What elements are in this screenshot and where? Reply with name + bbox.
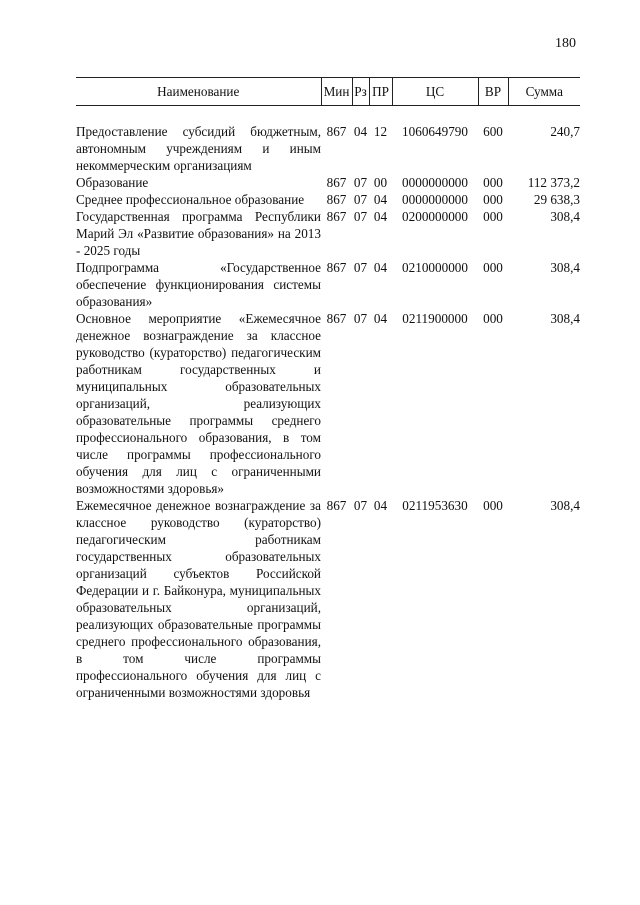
header-min: Мин (321, 78, 352, 106)
row-cs: 1060649790 (402, 124, 468, 139)
row-rz: 07 (353, 311, 368, 326)
row-pr: 04 (373, 260, 388, 275)
row-pr: 04 (373, 498, 388, 513)
table-header (76, 78, 580, 106)
row-pr: 04 (373, 192, 388, 207)
spacer-row (76, 106, 580, 124)
row-pr: 12 (373, 124, 388, 139)
row-vr: 000 (483, 498, 503, 513)
header-name: Наименование (76, 78, 321, 106)
row-rz: 07 (353, 498, 368, 513)
row-rz: 07 (353, 175, 368, 190)
row-cs: 0211953630 (402, 498, 468, 513)
row-vr: 600 (483, 124, 503, 139)
row-min: 867 (326, 260, 347, 275)
row-rz: 07 (353, 260, 368, 275)
row-min: 867 (326, 124, 347, 139)
row-vr: 000 (483, 175, 503, 190)
row-pr: 04 (373, 209, 388, 224)
row-min: 867 (326, 175, 347, 190)
row-min: 867 (326, 311, 347, 326)
row-cs: 0000000000 (402, 192, 468, 207)
row-pr: 00 (373, 175, 388, 190)
table-row (76, 191, 580, 208)
row-rz: 07 (353, 192, 368, 207)
row-min: 867 (326, 498, 347, 513)
table-row (76, 174, 580, 191)
row-sum: 308,4 (550, 498, 580, 513)
row-rz: 07 (353, 209, 368, 224)
row-sum: 29 638,3 (533, 192, 580, 207)
row-min: 867 (326, 192, 347, 207)
row-vr: 000 (483, 192, 503, 207)
table-row (76, 310, 580, 497)
table-row (76, 208, 580, 259)
header-pr: ПР (369, 78, 392, 106)
table-row (76, 497, 580, 701)
header-vr: ВР (478, 78, 508, 106)
row-cs: 0200000000 (402, 209, 468, 224)
table-row (76, 259, 580, 310)
row-name: Среднее профессиональное образование (76, 192, 305, 207)
row-vr: 000 (483, 209, 503, 224)
budget-table (76, 77, 580, 701)
header-rz: Рз (352, 78, 369, 106)
row-pr: 04 (373, 311, 388, 326)
row-name: Основное мероприятие «Ежемесячное денежное вознаграждение за классное руководство (кураторство) педагогическим работникам государственных и муниципальных образовательных организаций, реализующих образовательные программы среднего профессионального образования, в том числе программы профессионального обучения для лиц с ограниченными возможностями здоровья» (76, 311, 321, 496)
page-number: 180 (555, 36, 576, 51)
row-name: Подпрограмма «Государственное обеспечение функционирования системы образования» (76, 260, 321, 309)
row-sum: 308,4 (550, 209, 580, 224)
row-vr: 000 (483, 311, 503, 326)
row-name: Предоставление субсидий бюджетным, автономным учреждениям и иным некоммерческим организациям (76, 124, 321, 173)
row-vr: 000 (483, 260, 503, 275)
row-sum: 112 373,2 (527, 175, 580, 190)
table-row (76, 123, 580, 174)
row-cs: 0000000000 (402, 175, 468, 190)
header-cs: ЦС (392, 78, 478, 106)
row-name: Ежемесячное денежное вознаграждение за классное руководство (кураторство) педагогическим работникам государственных образовательных организаций субъектов Российской Федерации и г. Байконура, муниципальных образовательных организаций, реализующих образовательные программы среднего профессионального образования, в том числе программы профессионального обучения для лиц с ограниченными возможностями здоровья (76, 498, 321, 700)
row-rz: 04 (353, 124, 368, 139)
row-sum: 240,7 (550, 124, 580, 139)
row-sum: 308,4 (550, 311, 580, 326)
row-name: Образование (76, 175, 149, 190)
row-name: Государственная программа Республики Марий Эл «Развитие образования» на 2013 - 2025 годы (76, 209, 321, 258)
row-sum: 308,4 (550, 260, 580, 275)
row-min: 867 (326, 209, 347, 224)
header-sum: Сумма (508, 78, 580, 106)
row-cs: 0211900000 (402, 311, 468, 326)
row-cs: 0210000000 (402, 260, 468, 275)
